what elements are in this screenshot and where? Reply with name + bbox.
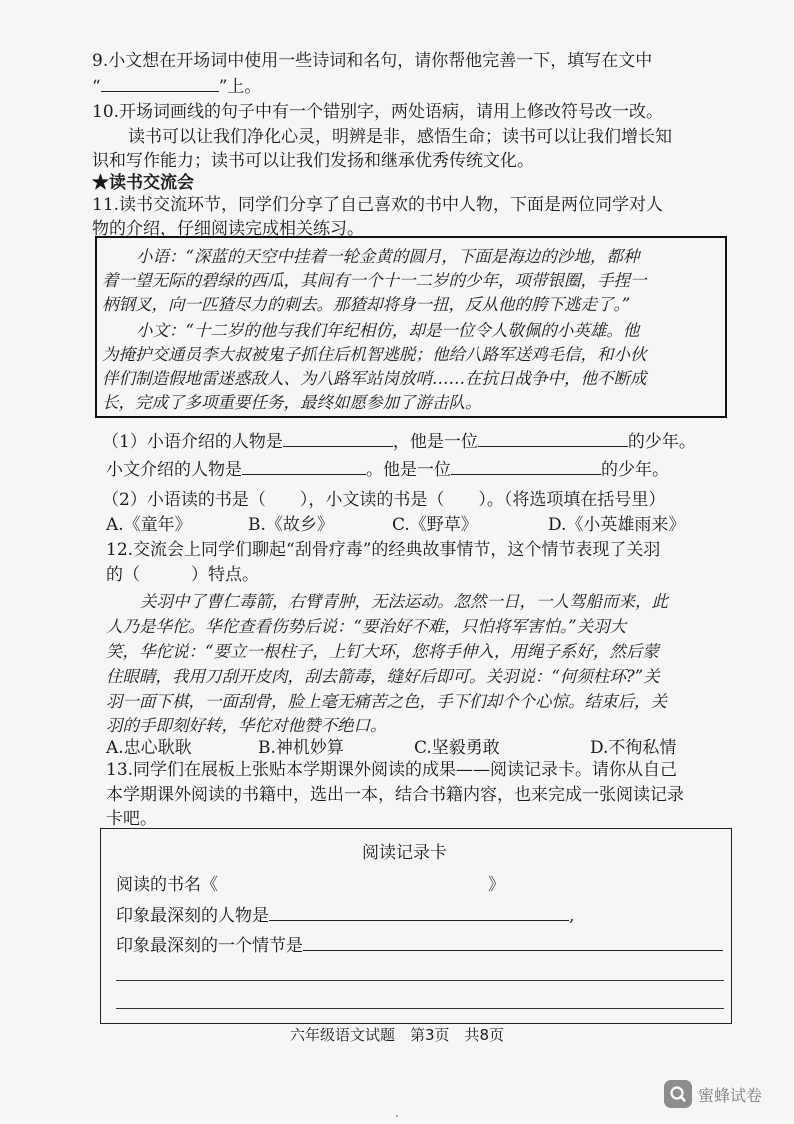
q10-passage-line2: 识和写作能力；读书可以让我们发扬和继承优秀传统文化。 [92, 151, 534, 171]
q11-xiaowen-character-blank[interactable] [242, 456, 366, 475]
card-book-label: 阅读的书名《 [116, 875, 218, 895]
q11-option-b: B.《故乡》 [248, 515, 334, 535]
q11-option-d: D.《小英雄雨来》 [548, 515, 686, 535]
q11-option-c: C.《野草》 [392, 515, 478, 535]
q11-box-line: 小文：“十二岁的他与我们年纪相仿，却是一位令人敬佩的小英雄。他 [136, 321, 640, 340]
q13-line1: 13.同学们在展板上张贴本学期课外阅读的成果——阅读记录卡。请你从自己 [106, 760, 678, 780]
bee-logo-icon [664, 1080, 692, 1108]
q11-box-line: 柄钢叉，向一匹猹尽力的刺去。那猹却将身一扭，反从他的胯下逃走了。” [102, 295, 631, 314]
q11-sub1-label-e: 。他是一位 [366, 460, 451, 480]
q11-sub1-label-a: （1）小语介绍的人物是 [102, 432, 283, 452]
q11-sub1-label-d: 小文介绍的人物是 [106, 460, 242, 480]
q11-sub1-line2 [106, 456, 669, 483]
card-character-blank[interactable] [269, 902, 569, 921]
card-title: 阅读记录卡 [362, 843, 447, 863]
q12-line2: 的（ ）特点。 [106, 565, 259, 585]
q12-option-b: B.神机妙算 [258, 738, 344, 758]
page-footer: 六年级语文试题 第3页 共8页 [289, 1026, 505, 1044]
q12-passage-line: 人乃是华佗。华佗查看伤势后说：“要治好不难，只怕将军害怕。”关羽大 [106, 617, 627, 636]
card-plot-blank[interactable] [303, 932, 723, 951]
q9-line1: 9.小文想在开场词中使用一些诗词和名句，请你帮他完善一下，填写在文中 [92, 51, 653, 71]
q11-sub1-label-c: 的少年。 [627, 432, 696, 452]
q12-passage-line: 住眼睛，我用刀刮开皮肉，刮去箭毒，缝好后即可。关羽说：“何须柱环?”关 [106, 667, 660, 686]
card-book-row [116, 872, 505, 898]
watermark-text: 蜜蜂试卷 [698, 1085, 763, 1105]
q11-line2: 物的介绍，仔细阅读完成相关练习。 [92, 219, 364, 239]
card-character-end: , [569, 906, 575, 926]
q12-option-c: C.坚毅勇敢 [414, 738, 500, 758]
q11-line1: 11.读书交流环节，同学们分享了自己喜欢的书中人物，下面是两位同学对人 [92, 195, 664, 215]
q11-box-line: 着一望无际的碧绿的西瓜，其间有一个十一二岁的少年，项带银圈，手捏一 [102, 271, 647, 290]
q11-sub1-label-b: ，他是一位 [392, 432, 478, 452]
q11-box-line: 小语：“深蓝的天空中挂着一轮金黄的圆月，下面是海边的沙地，都种 [136, 247, 640, 266]
q12-passage-line: 关羽中了曹仁毒箭，右臂青肿，无法运动。忽然一日，一人驾船而来，此 [140, 592, 668, 611]
q11-box-line: 伴们制造假地雷迷惑敌人、为八路军站岗放哨……在抗日战争中，他不断成 [102, 369, 647, 388]
q11-xiaoyu-character-blank[interactable] [283, 428, 393, 447]
q11-box-line: 长，完成了多项重要任务，最终如愿参加了游击队。 [102, 393, 482, 412]
q12-passage-line: 笑，华佗说：“要立一根柱子，上钉大环，您将手伸入，用绳子系好，然后蒙 [106, 642, 659, 661]
q12-option-d: D.不徇私情 [590, 738, 677, 758]
q10-line1: 10.开场词画线的句子中有一个错别字，两处语病，请用上修改符号改一改。 [92, 102, 664, 122]
card-character-label: 印象最深刻的人物是 [116, 906, 269, 926]
card-writing-line[interactable] [116, 1008, 724, 1009]
q11-sub2: （2）小语读的书是（ ），小文读的书是（ ）。（将选项填在括号里） [102, 490, 666, 510]
q12-passage-line: 羽一面下棋，一面刮骨，脸上毫无痛苦之色，手下们却个个心惊。结束后，关 [106, 692, 667, 711]
card-character-row [116, 902, 574, 929]
card-plot-label: 印象最深刻的一个情节是 [116, 936, 303, 956]
q10-passage-line1: 读书可以让我们净化心灵，明辨是非，感悟生命；读书可以让我们增长知 [128, 127, 672, 147]
q11-option-a: A.《童年》 [106, 515, 192, 535]
q9-close-text: ”上。 [218, 77, 262, 97]
q11-box-line: 为掩护交通员李大叔被鬼子抓住后机智逃脱；他给八路军送鸡毛信，和小伙 [102, 345, 647, 364]
q11-sub1-line1 [102, 428, 696, 455]
q9-answer-blank[interactable] [101, 73, 219, 92]
card-plot-row [116, 932, 723, 959]
q11-sub1-label-f: 的少年。 [601, 460, 669, 480]
q12-passage-line: 羽的手即刻好转，华佗对他赞不绝口。 [106, 716, 387, 735]
q12-line1: 12.交流会上同学们聊起“刮骨疗毒”的经典故事情节，这个情节表现了关羽 [106, 540, 661, 560]
q9-line2 [92, 73, 261, 100]
q11-xiaoyu-trait-blank[interactable] [478, 428, 628, 447]
q11-xiaowen-trait-blank[interactable] [451, 456, 601, 475]
scan-speck [396, 1115, 398, 1117]
q9-open-quote: “ [92, 77, 101, 97]
q13-line3: 卡吧。 [106, 809, 157, 829]
watermark-logo [664, 1080, 762, 1108]
card-writing-line[interactable] [116, 980, 724, 981]
q12-option-a: A.忠心耿耿 [106, 738, 192, 758]
section-heading: ★读书交流会 [92, 173, 194, 193]
q13-line2: 本学期课外阅读的书籍中，选出一本，结合书籍内容，也来完成一张阅读记录 [106, 785, 684, 805]
card-book-close: 》 [488, 875, 505, 895]
